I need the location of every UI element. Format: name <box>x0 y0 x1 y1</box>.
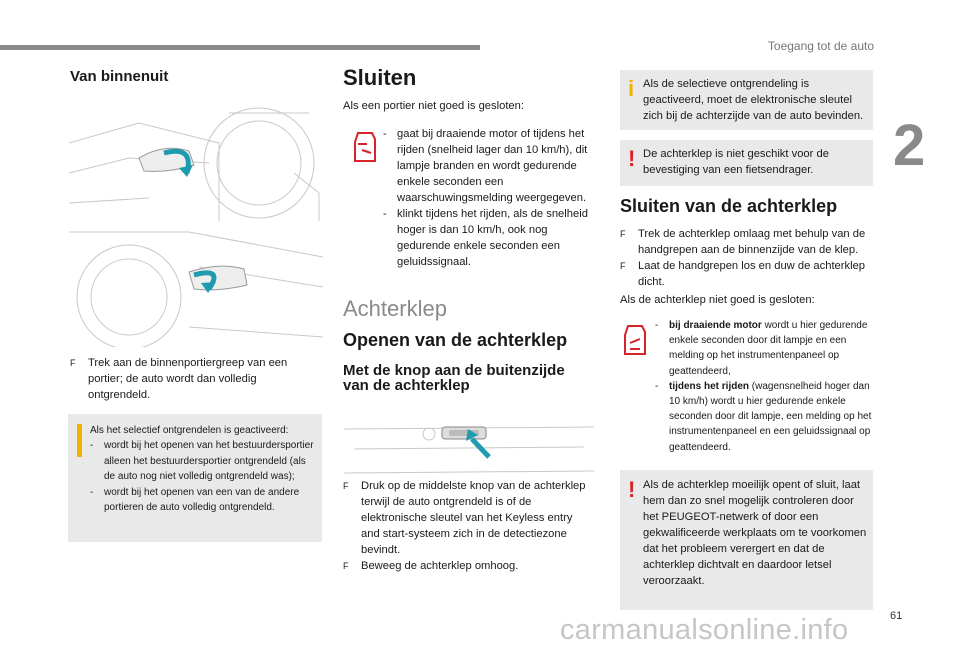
bullet-icon: F <box>343 561 349 571</box>
instruction-pull-handle <box>70 355 300 403</box>
list-item-text <box>669 379 875 455</box>
list-item-rest: (wagensnelheid hoger dan 10 km/h) wordt u hier gedurende enkele seconden door dit lampje, een melding op het instrumentenpaneel en een geluidssignaal op geattendeerd. <box>669 380 872 453</box>
dash-icon: - <box>90 440 94 452</box>
step-text: Druk op de middelste knop van de achterklep terwijl de auto ontgrendeld is of de elektronische sleutel van het Keyless entry and start-systeem zich in de detectiezone bevindt. <box>361 480 586 556</box>
close-tailgate-intro: Als de achterklep niet goed is gesloten: <box>620 294 815 306</box>
note-item <box>90 438 316 484</box>
watermark: carmanualsonline.info <box>560 614 849 646</box>
bullet-icon: F <box>620 229 626 239</box>
warning-icon: ! <box>628 146 636 171</box>
step-text: Laat de handgrepen los en duw de achterklep dicht. <box>638 260 866 288</box>
section-title-achterklep: Achterklep <box>343 296 447 321</box>
final-warning-text: Als de achterklep moeilijk opent of sluit, laat hem dan zo snel mogelijk controleren door het PEUGEOT-netwerk of door een gekwalificeerde werkplaats om te voorkomen dat het probleem verergert en dat de achterklep dichtvalt en daardoor letsel veroorzaakt. <box>643 479 867 587</box>
step-item <box>620 258 875 290</box>
instruction-text: Trek aan de binnenportiergreep van een portier; de auto wordt dan volledig ontgrendeld. <box>88 357 288 401</box>
dash-icon: - <box>383 208 387 220</box>
heading-openen: Openen van de achterklep <box>343 330 568 350</box>
close-tailgate-steps <box>620 226 875 290</box>
list-item <box>655 379 875 455</box>
info-icon: i <box>628 76 635 101</box>
sluiten-intro: Als een portier niet goed is gesloten: <box>343 100 524 112</box>
door-open-warning-icon <box>352 130 378 164</box>
bullet-icon: F <box>343 481 349 491</box>
info-stripe <box>77 424 82 457</box>
step-item <box>620 226 875 258</box>
tailgate-warning-list <box>655 318 875 455</box>
header-rule <box>0 45 480 50</box>
bullet-icon: F <box>620 261 626 271</box>
door-handle-illustration-bottom <box>68 226 324 348</box>
warning-note-text: De achterklep is niet geschikt voor de bevestiging van een fietsendrager. <box>643 148 829 176</box>
dash-icon: - <box>383 128 387 140</box>
note-item <box>90 485 316 516</box>
step-text: Trek de achterklep omlaag met behulp van de handgrepen aan de binnenzijde van de klep. <box>638 228 866 256</box>
tailgate-open-warning-icon <box>622 323 648 357</box>
dash-icon: - <box>655 320 659 331</box>
dash-icon: - <box>655 380 659 392</box>
list-item-bold: bij draaiende motor <box>669 320 762 331</box>
open-tailgate-steps <box>343 478 593 574</box>
list-item-text: gaat bij draaiende motor of tijdens het rijden (snelheid lager dan 10 km/h), dit lampje branden en wordt gedurende enkele seconden een waarschuwingsmelding weergegeven. <box>397 128 588 204</box>
door-handle-illustration-top <box>68 102 324 222</box>
step-item <box>343 558 593 574</box>
info-note-box <box>620 70 873 130</box>
page-number: 61 <box>890 610 903 622</box>
warning-note-box <box>620 140 873 186</box>
heading-sluiten-achterklep: Sluiten van de achterklep <box>620 196 838 216</box>
note-selective-unlock <box>68 414 322 542</box>
final-warning-box <box>620 470 873 610</box>
bullet-icon: F <box>70 358 76 368</box>
chapter-number: 2 <box>893 113 926 178</box>
info-note-text: Als de selectieve ontgrendeling is geactiveerd, moet de elektronische sleutel zich bij de achterzijde van de auto bevinden. <box>643 78 864 122</box>
warning-icon: ! <box>628 477 636 502</box>
tailgate-button-illustration <box>343 408 595 476</box>
dash-icon: - <box>90 486 94 498</box>
list-item <box>383 126 593 206</box>
step-text: Beweeg de achterklep omhoog. <box>361 560 519 572</box>
header-title: Toegang tot de auto <box>767 39 874 53</box>
note-item-text: wordt bij het openen van een van de andere portieren de auto volledig ontgrendeld. <box>104 486 300 514</box>
heading-sluiten: Sluiten <box>343 65 417 90</box>
list-item-text <box>669 318 875 379</box>
note-intro: Als het selectief ontgrendelen is geactiveerd: <box>90 425 289 436</box>
list-item <box>383 206 593 270</box>
list-item-text: klinkt tijdens het rijden, als de snelheid hoger is dan 10 km/h, ook nog gedurende enkele seconden een geluidssignaal. <box>397 208 588 268</box>
door-warning-list <box>383 126 593 270</box>
heading-van-binnenuit: Van binnenuit <box>70 68 169 85</box>
list-item-rest: wordt u hier gedurende enkele seconden door dit lampje en een melding op het instrumentenpaneel op geattendeerd, <box>669 320 868 377</box>
heading-met-knop: Met de knop aan de buitenzijde van de achterklep <box>343 362 565 394</box>
list-item <box>655 318 875 379</box>
list-item-bold: tijdens het rijden <box>669 380 750 392</box>
note-item-text: wordt bij het openen van het bestuurdersportier alleen het bestuurdersportier ontgrendeld (als de auto nog niet volledig ontgrendeld was); <box>104 440 314 483</box>
step-item <box>343 478 593 558</box>
